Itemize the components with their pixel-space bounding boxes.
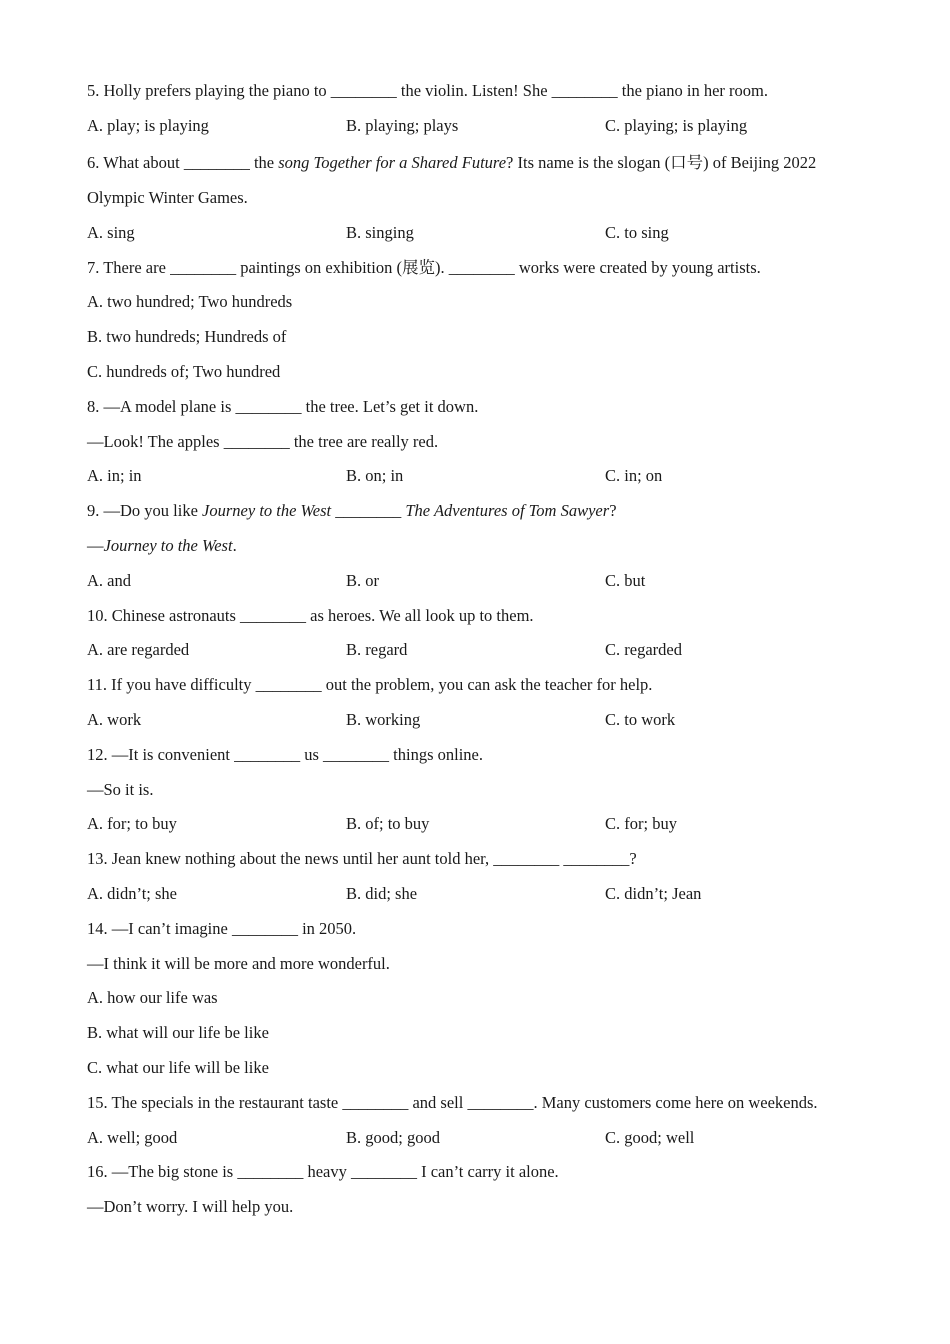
stem-text: 7. There are ________ paintings on exhibition (展览). ________ works were created by young artists. (87, 257, 761, 277)
answer-options-row (87, 807, 877, 842)
stem-text: —I think it will be more and more wonderful. (87, 953, 390, 973)
answer-option: A. in; in (87, 466, 142, 486)
question-stem-line (87, 390, 877, 425)
answer-options-row (87, 216, 877, 251)
question-block (87, 390, 877, 494)
answer-option: C. didn’t; Jean (605, 884, 702, 904)
stem-text: 5. Holly prefers playing the piano to ________ the violin. Listen! She ________ the piano in her room. (87, 81, 768, 100)
question-block (87, 599, 877, 669)
answer-option: A. didn’t; she (87, 884, 177, 904)
question-block (87, 144, 877, 251)
stem-text: 9. —Do you like (87, 501, 203, 521)
question-stem-line (87, 144, 877, 182)
question-stem-line (87, 1086, 877, 1121)
answer-option: C. to work (605, 710, 676, 730)
question-block (87, 251, 877, 390)
stem-text: ________ (331, 501, 406, 521)
question-stem-line (87, 425, 877, 460)
question-block (87, 494, 877, 598)
question-stem-line (87, 74, 877, 109)
stem-text: 6. What about ________ the (87, 152, 279, 172)
answer-option: B. of; to buy (346, 814, 430, 834)
question-stem-line (87, 1190, 877, 1225)
answer-option: C. what our life will be like (87, 1058, 269, 1078)
italic-title-text: The Adventures of Tom Sawyer (405, 501, 610, 521)
answer-option: B. regard (346, 640, 408, 660)
answer-options-row (87, 633, 877, 668)
stem-text: 14. —I can’t imagine ________ in 2050. (87, 918, 357, 938)
italic-title-text: Journey to the West (202, 501, 332, 521)
stem-text: 15. The specials in the restaurant taste ________ and sell ________. Many customers come here on weekends. (87, 1092, 818, 1112)
answer-options-row (87, 877, 877, 912)
question-block (87, 74, 877, 144)
stem-text: 16. —The big stone is ________ heavy ________ I can’t carry it alone. (87, 1162, 559, 1182)
stem-text: —Look! The apples ________ the tree are really red. (87, 431, 439, 451)
answer-option: C. for; buy (605, 814, 677, 834)
answer-options-row (87, 1121, 877, 1156)
question-block (87, 842, 877, 912)
answer-option: C. but (605, 570, 646, 590)
question-stem-line (87, 773, 877, 808)
stem-text: . (232, 536, 237, 556)
question-stem-line (87, 912, 877, 947)
stem-text: ? (609, 501, 617, 521)
answer-option: B. two hundreds; Hundreds of (87, 327, 287, 347)
answer-option: A. are regarded (87, 640, 190, 660)
question-block (87, 912, 877, 1086)
question-block (87, 668, 877, 738)
stem-text: — (87, 536, 104, 556)
answer-option: B. on; in (346, 466, 404, 486)
answer-option: B. singing (346, 222, 414, 242)
stem-text: 11. If you have difficulty ________ out the problem, you can ask the teacher for help. (87, 675, 653, 695)
answer-option: A. play; is playing (87, 115, 209, 135)
stem-text: 12. —It is convenient ________ us ________ things online. (87, 744, 483, 764)
stem-text: 10. Chinese astronauts ________ as heroes. We all look up to them. (87, 605, 534, 625)
answer-option: A. work (87, 710, 142, 730)
question-stem-line (87, 1155, 877, 1190)
answer-option: C. in; on (605, 466, 663, 486)
answer-option: C. good; well (605, 1127, 695, 1147)
answer-option: A. for; to buy (87, 814, 177, 834)
answer-option: C. to sing (605, 222, 669, 242)
stem-text: ? Its name is the slogan (口号) of Beijing 2022 (506, 152, 817, 172)
question-stem-line (87, 668, 877, 703)
stem-text: —Don’t worry. I will help you. (87, 1197, 294, 1217)
answer-option: A. two hundred; Two hundreds (87, 292, 293, 312)
answer-option: A. well; good (87, 1127, 178, 1147)
stem-text: —So it is. (87, 779, 154, 799)
answer-option: A. sing (87, 222, 135, 242)
answer-option: C. playing; is playing (605, 115, 748, 135)
question-stem-line (87, 738, 877, 773)
question-stem-line (87, 181, 877, 216)
answer-option: A. how our life was (87, 988, 218, 1008)
question-block (87, 738, 877, 842)
answer-options-row (87, 564, 877, 599)
answer-option: B. what will our life be like (87, 1023, 269, 1043)
question-stem-line (87, 494, 877, 529)
question-block (87, 1086, 877, 1156)
answer-options-row (87, 109, 877, 144)
answer-option: B. playing; plays (346, 115, 459, 135)
question-block (87, 1155, 877, 1225)
answer-option: B. or (346, 570, 379, 590)
answer-option: C. hundreds of; Two hundred (87, 362, 281, 382)
answer-option: B. good; good (346, 1127, 440, 1147)
question-stem-line (87, 842, 877, 877)
worksheet-page (87, 74, 877, 1225)
answer-option: A. and (87, 570, 131, 590)
italic-title-text: Journey to the West (103, 536, 233, 556)
stem-text: 13. Jean knew nothing about the news until her aunt told her, ________ ________? (87, 849, 637, 869)
answer-option: C. regarded (605, 640, 682, 660)
question-stem-line (87, 599, 877, 634)
answer-option: B. working (346, 710, 421, 730)
question-stem-line (87, 529, 877, 564)
answer-option: B. did; she (346, 884, 418, 904)
answer-options-row (87, 459, 877, 494)
stem-text: 8. —A model plane is ________ the tree. Let’s get it down. (87, 396, 479, 416)
italic-title-text: song Together for a Shared Future (278, 152, 507, 172)
question-stem-line (87, 947, 877, 982)
answer-options-row (87, 703, 877, 738)
question-stem-line (87, 251, 877, 286)
stem-text: Olympic Winter Games. (87, 188, 248, 208)
